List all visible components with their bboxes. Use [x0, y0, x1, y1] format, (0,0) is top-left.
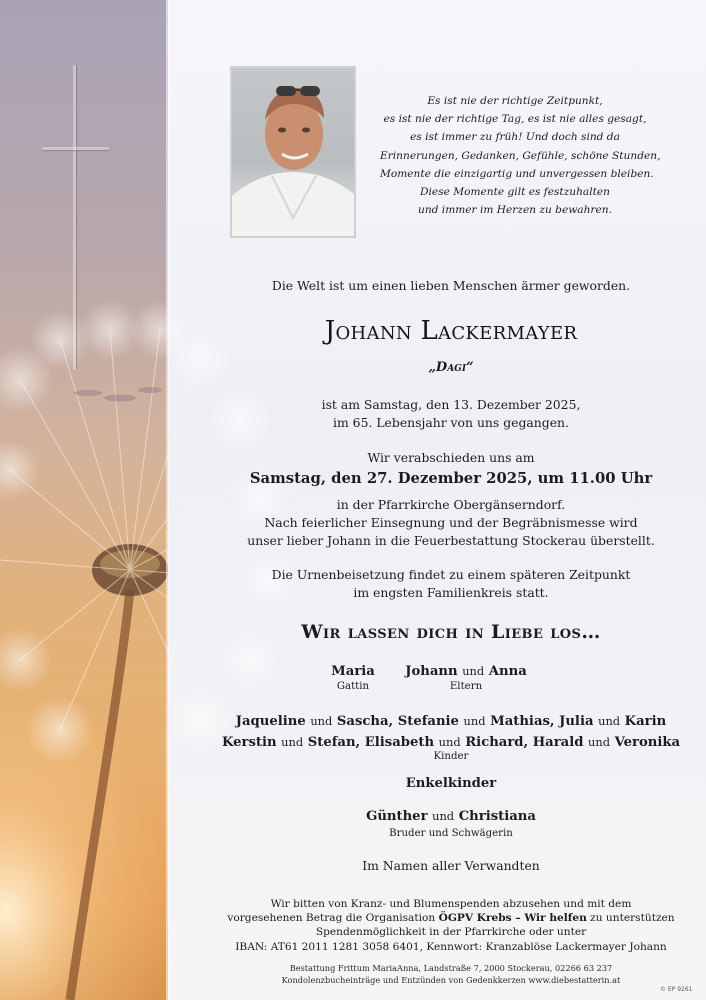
poem [380, 92, 661, 219]
donation-request [196, 897, 706, 954]
parent-name: Anna [488, 664, 527, 679]
child-name: Julia [559, 714, 594, 729]
ceremony-line: Nach feierlicher Einsegnung und der Begräbnismesse wird [264, 515, 638, 530]
urn-line: Die Urnenbeisetzung findet zu einem späteren Zeitpunkt [271, 567, 631, 582]
portrait-photo [230, 66, 356, 238]
ceremony-line: in der Pfarrkirche Obergänserndorf. [336, 497, 566, 512]
parent-name: Johann [405, 664, 458, 679]
sibling-role: Bruder und Schwägerin [389, 828, 513, 839]
request-text: zu unterstützen [586, 912, 675, 925]
cross-icon [73, 65, 76, 370]
wife-role: Gattin [336, 681, 370, 692]
child-name: Richard [465, 735, 524, 750]
charity-name: ÖGPV Krebs – Wir helfen [438, 912, 587, 925]
child-name: Harald [532, 735, 584, 750]
footer-line: Kondolenzbucheinträge und Entzünden von Gedenkkerzen www.diebestatterin.at [281, 975, 621, 985]
poem-line: und immer im Herzen zu bewahren. [418, 204, 612, 217]
children-row: Jaqueline und Sascha, Stefanie und Mathias, Julia und Karin [235, 714, 667, 729]
child-name: Jaqueline [235, 714, 306, 729]
ceremony-line: unser lieber Johann in die Feuerbestattung Stockerau überstellt. [247, 533, 655, 548]
iban-line: IBAN: AT61 2011 1281 3058 6401, Kennwort: Kranzablöse Lackermayer Johann [235, 940, 667, 953]
and-word: und [463, 714, 486, 728]
child-name: Kerstin [221, 735, 277, 750]
intro-text: Die Welt ist um einen lieben Menschen ärmer geworden. [271, 278, 631, 293]
poem-line: Es ist nie der richtige Zeitpunkt, [427, 95, 603, 107]
urn-notice [196, 566, 706, 602]
request-line [196, 911, 706, 925]
and-word: und [432, 809, 455, 823]
child-name: Karin [624, 714, 667, 729]
child-name: Stefan [307, 735, 356, 750]
child-name: Sascha [336, 714, 389, 729]
and-word: und [462, 664, 485, 678]
urn-line: im engsten Familienkreis statt. [353, 585, 549, 600]
deceased-nickname: „Dagi“ [428, 360, 474, 375]
and-word: und [598, 714, 621, 728]
children-role: Kinder [433, 751, 469, 762]
sibling-names [196, 809, 706, 824]
template-code: © EP 9261 [660, 986, 693, 993]
and-word: und [310, 714, 333, 728]
request-text: vorgesehenen Betrag die Organisation [227, 912, 439, 925]
parents-names [396, 664, 536, 679]
sibling-name: Günther [366, 809, 428, 824]
farewell-date: Samstag, den 27. Dezember 2025, um 11.00 Uhr [249, 470, 653, 487]
and-word: und [281, 735, 304, 749]
wife-name: Maria [331, 664, 375, 679]
relatives-line: Im Namen aller Verwandten [362, 858, 540, 873]
and-word: und [588, 735, 611, 749]
ceremony-details [196, 496, 706, 550]
child-name: Mathias [490, 714, 550, 729]
child-name: Stefanie [397, 714, 459, 729]
motto: Wir lassen dich in Liebe los… [301, 621, 601, 643]
child-name: Veronika [614, 735, 681, 750]
poem-line: es ist immer zu früh! Und doch sind da [410, 131, 620, 144]
death-notice [196, 396, 706, 432]
grandchildren: Enkelkinder [405, 776, 497, 791]
deceased-name: Johann Lackermayer [324, 316, 578, 346]
and-word: und [438, 735, 461, 749]
strip-divider [166, 0, 169, 1000]
child-name: Elisabeth [364, 735, 435, 750]
request-line: Spendenmöglichkeit in der Pfarrkirche oder unter [315, 926, 587, 939]
poem-line: Momente die einzigartig und unvergessen bleiben. [380, 167, 654, 180]
death-line: ist am Samstag, den 13. Dezember 2025, [321, 397, 581, 412]
children-names [196, 711, 706, 753]
death-line: im 65. Lebensjahr von uns gegangen. [333, 415, 569, 430]
children-row: Kerstin und Stefan, Elisabeth und Richard, Harald und Veronika [221, 735, 681, 750]
cross-icon-bar [42, 147, 109, 150]
request-line: Wir bitten von Kranz- und Blumenspenden abzusehen und mit dem [270, 898, 632, 910]
poem-line: es ist nie der richtige Tag, es ist nie alles gesagt, [383, 113, 647, 126]
poem-line: Erinnerungen, Gedanken, Gefühle, schöne Stunden, [380, 149, 661, 162]
mourner-wife [308, 664, 398, 692]
undertaker-footer [196, 962, 706, 986]
farewell-intro: Wir verabschieden uns am [367, 450, 535, 465]
footer-line: Bestattung Frittum MariaAnna, Landstraße 7, 2000 Stockerau, 02266 63 237 [289, 963, 613, 973]
sibling-name: Christiana [458, 809, 536, 824]
parents-role: Eltern [449, 681, 483, 692]
poem-line: Diese Momente gilt es festzuhalten [420, 186, 610, 199]
mourner-parents [396, 664, 536, 692]
